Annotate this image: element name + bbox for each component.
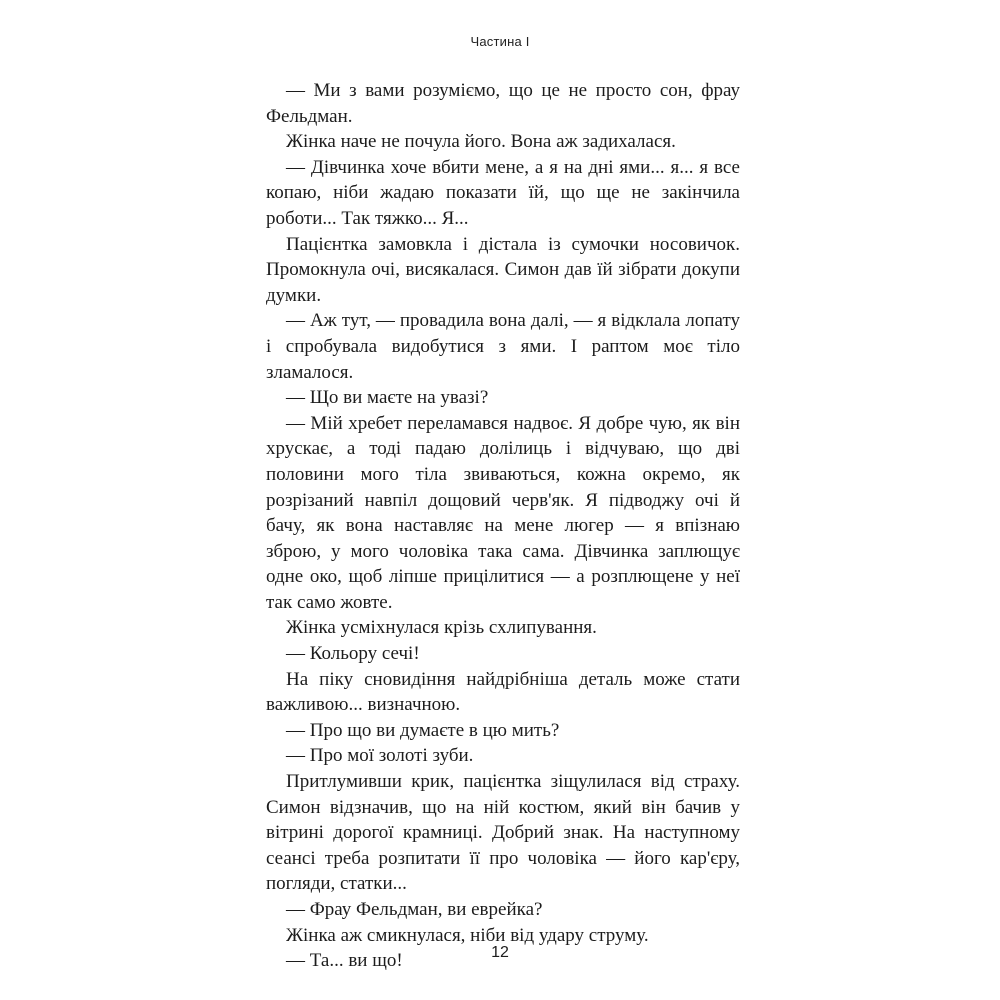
page-number: 12 bbox=[491, 944, 509, 961]
running-header: Частина I bbox=[470, 34, 530, 49]
paragraph: Пацієнтка замовкла і дістала із сумочки носовичок. Промокнула очі, висякалася. Симон дав їй зібрати докупи думки. bbox=[266, 233, 740, 306]
paragraph: — Кольору сечі! bbox=[286, 643, 420, 665]
paragraph: — Мій хребет переламався надвоє. Я добре чую, як він хрускає, а тоді падаю долілиць і відчуваю, що дві половини мого тіла звиваються, кожна окремо, як розрізаний навпіл дощовий черв'як. Я підводжу очі й бачу, як вона наставляє на мене люгер — я впізнаю зброю, у мого чоловіка така сама. Дівчинка заплющує одне око, щоб ліпше прицілитися — а розплющене у неї так само жовте. bbox=[266, 412, 740, 613]
paragraph: — Ми з вами розуміємо, що це не просто сон, фрау Фельдман. bbox=[266, 80, 740, 127]
paragraph: — Та... ви що! bbox=[286, 950, 403, 972]
paragraph: Жінка наче не почула його. Вона аж задихалася. bbox=[286, 131, 676, 153]
paragraph: — Дівчинка хоче вбити мене, а я на дні ями... я... я все копаю, ніби жадаю показати їй, що ще не закінчила роботи... Так тяжко... Я... bbox=[266, 156, 740, 229]
body-text bbox=[266, 78, 740, 974]
paragraph: — Про мої золоті зуби. bbox=[286, 745, 474, 767]
paragraph: — Про що ви думаєте в цю мить? bbox=[286, 719, 560, 741]
paragraph: — Що ви маєте на увазі? bbox=[286, 387, 489, 409]
paragraph: Жінка усміхнулася крізь схлипування. bbox=[286, 617, 597, 639]
paragraph: Жінка аж смикнулася, ніби від удару струму. bbox=[286, 924, 649, 946]
paragraph: — Фрау Фельдман, ви еврейка? bbox=[286, 899, 543, 920]
paragraph: На піку сновидіння найдрібніша деталь може стати важливою... визначною. bbox=[266, 668, 740, 716]
paragraph: — Аж тут, — провадила вона далі, — я відклала лопату і спробувала видобутися з ями. І раптом моє тіло зламалося. bbox=[266, 310, 740, 383]
paragraph: Притлумивши крик, пацієнтка зіщулилася від страху. Симон відзначив, що на ній костюм, який він бачив у вітрині дорогої крамниці. Добрий знак. На наступному сеансі треба розпитати її про чоловіка — його кар'єру, погляди, статки... bbox=[266, 771, 740, 895]
